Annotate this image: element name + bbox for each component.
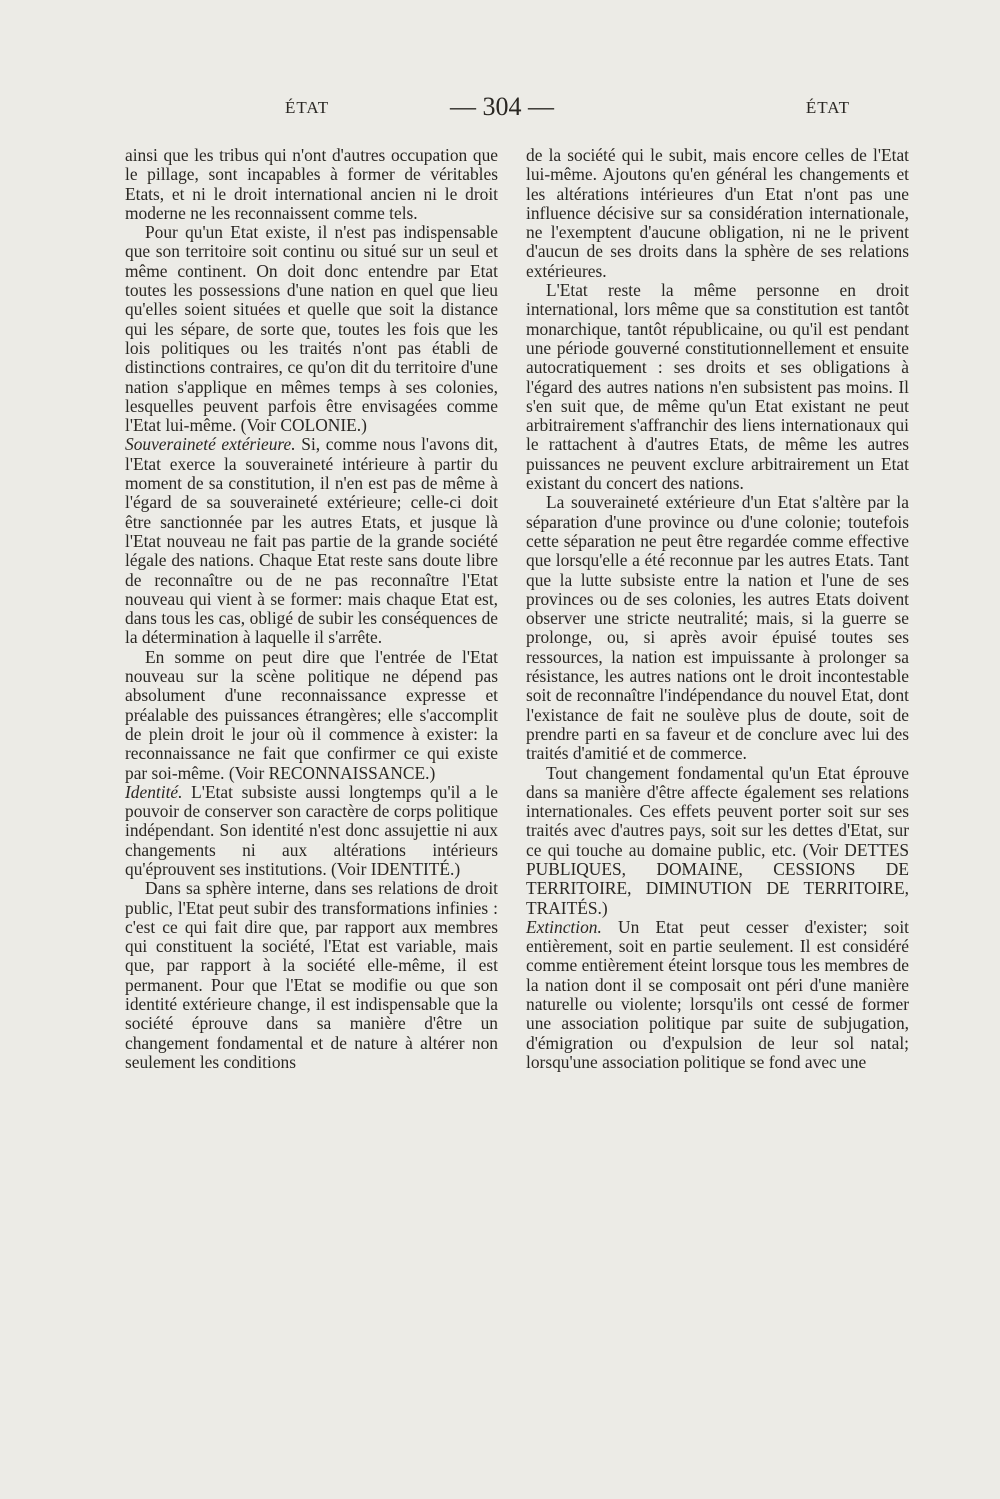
paragraph-text: En somme on peut dire que l'entrée de l'Etat nouveau sur la scène politique ne dépend pas absolument d'une reconnaissance expresse et préalable des puissances étrangères; elle s'accomplit de plein droit le jour où il commence à exister: la reconnaissance ne fait que confirmer ce qui existe par soi-même. (Voir RECONNAISSANCE.)	[125, 646, 498, 783]
paragraph	[526, 764, 909, 918]
paragraph-text: La souveraineté extérieure d'un Etat s'altère par la séparation d'une province ou d'une colonie; toutefois cette séparation ne peut être regardée comme effective que lorsqu'elle a été reconnue par les autres Etats. Tant que la lutte subsiste entre la nation et l'une de ses provinces ou de ses colonies, les autres Etats doivent observer une stricte neutralité; mais, si la guerre se prolonge, ou, si après avoir épuisé toutes ses ressources, la nation est impuissante à prolonger sa résistance, les autres nations ont le droit incontestable soit de reconnaître l'indépendance du nouvel Etat, dont l'existance de fait ne soulève plus de doute, soit de prendre parti en sa faveur et de conclure avec lui des traités d'amitié et de commerce.	[526, 492, 909, 764]
paragraph	[125, 435, 498, 647]
right-text-column	[526, 146, 909, 1072]
paragraph	[526, 281, 909, 493]
section-heading: Souveraineté extérieure.	[125, 434, 296, 455]
running-header	[120, 92, 910, 122]
paragraph	[125, 879, 498, 1072]
header-left-title: ÉTAT	[285, 98, 330, 117]
paragraph	[526, 146, 909, 281]
paragraph	[526, 918, 909, 1072]
section-heading: Identité.	[125, 781, 183, 802]
paragraph-text: L'Etat reste la même personne en droit international, lors même que sa constitution est tantôt monarchique, tantôt républicaine, ou qu'il est pendant une période gouverné constitutionnellement et ensuite autocratiquement : ses droits et ses obligations à l'égard des autres nations n'en subsistent pas moins. Il s'en suit que, de même qu'un Etat existant ne peut arbitrairement s'affranchir des liens internationaux qui le rattachent à d'autres Etats, de même les autres puissances ne peuvent exclure arbitrairement un Etat existant du concert des nations.	[526, 280, 909, 494]
page-number: — 304 —	[450, 92, 554, 121]
paragraph	[125, 223, 498, 435]
paragraph-text: Tout changement fondamental qu'un Etat éprouve dans sa manière d'être affecte également ses relations internationales. Ces effets peuvent porter soit sur ses traités avec d'autres pays, soit sur les dettes d'Etat, sur ce qui touche au domaine public, etc. (Voir DETTES PUBLIQUES, DOMAINE, CESSIONS DE TERRITOIRE, DIMINUTION DE TERRITOIRE, TRAITÉS.)	[526, 762, 909, 918]
paragraph-text: de la société qui le subit, mais encore celles de l'Etat lui-même. Ajoutons qu'en général les changements et les altérations intérieures d'un Etat n'ont pas une influence décisive sur sa considération internationale, ne l'exemptent d'aucune obligation, ni ne le privent d'aucun de ses droits dans la sphère de ses relations extérieures.	[526, 145, 909, 281]
paragraph	[125, 783, 498, 879]
left-text-column	[125, 146, 498, 1072]
section-heading: Extinction.	[526, 916, 602, 937]
paragraph-text: Un Etat peut cesser d'exister; soit entièrement, soit en partie seulement. Il est considéré comme entièrement éteint lorsque tous les membres de la nation dont il se composait ont péri d'une manière naturelle ou violente; lorsqu'ils ont cessé de former une association politique par suite de subjugation, d'émigration ou d'expulsion de leur sol natal; lorsqu'une association politique se fond avec une	[526, 916, 909, 1072]
paragraph	[125, 146, 498, 223]
paragraph	[125, 648, 498, 783]
paragraph-text: L'Etat subsiste aussi longtemps qu'il a le pouvoir de conserver son caractère de corps politique indépendant. Son identité n'est donc assujettie ni aux changements ni aux altérations intérieurs qu'éprouvent ses institutions. (Voir IDENTITÉ.)	[125, 781, 498, 879]
paragraph	[526, 493, 909, 763]
header-right-title: ÉTAT	[805, 98, 850, 117]
paragraph-text: Pour qu'un Etat existe, il n'est pas indispensable que son territoire soit continu ou situé sur un seul et même continent. On doit donc entendre par Etat toutes les possessions d'une nation en quel que lieu qu'elles soient situées et quelle que soit la distance qui les sépare, de sorte que, toutes les fois que les lois politiques ou les traités n'ont pas établi de distinctions contraires, ce qu'on dit du territoire d'une nation s'applique en mêmes temps à ses colonies, lesquelles peuvent parfois être envisagées comme l'Etat lui-même. (Voir COLONIE.)	[125, 222, 498, 436]
paragraph-text: Dans sa sphère interne, dans ses relations de droit public, l'Etat peut subir des transformations infinies : c'est ce qui fait dire que, par rapport aux membres qui constituent la société, l'Etat est variable, mais que, par rapport à la société elle-même, il est permanent. Pour que l'Etat se modifie ou que son identité extérieure change, il est indispensable que la société éprouve dans sa manière d'être un changement fondamental et de nature à altérer non seulement les conditions	[125, 878, 498, 1072]
paragraph-text: ainsi que les tribus qui n'ont d'autres occupation que le pillage, sont incapables à former de véritables Etats, et ni le droit international ancien ni le droit moderne ne les reconnaissent comme tels.	[125, 145, 498, 223]
paragraph-text: Si, comme nous l'avons dit, l'Etat exerce la souveraineté intérieure à partir du moment de sa constitution, il n'en est pas de même à l'égard de sa souveraineté extérieure; celle-ci doit être sanctionnée par les autres Etats, et jusque là l'Etat nouveau ne fait pas partie de la grande société légale des nations. Chaque Etat reste sans doute libre de reconnaître ou de ne pas reconnaître l'Etat nouveau qui vient à se former: mais chaque Etat est, dans tous les cas, obligé de subir les conséquences de la détermination à laquelle il s'arrête.	[125, 434, 498, 648]
